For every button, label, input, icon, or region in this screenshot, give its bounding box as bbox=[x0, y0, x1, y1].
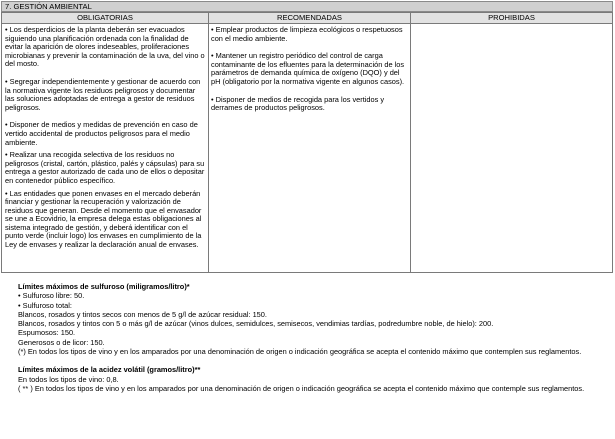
obligatoria-item: • Segregar independientemente y gestionar de acuerdo con la normativa vigente los residuos peligrosos y documentar las soluciones adoptadas de entrega a gestor de residuos peligrosos. bbox=[5, 76, 201, 112]
sulfuroso-line: • Sulfuroso libre: 50. bbox=[18, 291, 85, 301]
obligatoria-item: • Los desperdicios de la planta deberán ser evacuados siguiendo una planificación ordenada con la finalidad de evitar la aparición de olores indeseables, proliferaciones microbianas y prevenir la contaminación de la uva, del vino o del mosto. bbox=[5, 25, 205, 69]
section-title: 7. GESTIÓN AMBIENTAL bbox=[1, 1, 613, 12]
recomendada-item: • Disponer de medios de recogida para los vertidos y derrames de productos peligrosos. bbox=[211, 94, 385, 113]
column-header-prohibidas: PROHIBIDAS bbox=[411, 13, 612, 24]
recomendadas-cell bbox=[211, 26, 409, 122]
obligatoria-item: • Las entidades que ponen envases en el mercado deberán financiar y gestionar la recuperación y valorización de residuos que generan. Desde el momento que el envasador se une a Ecovidrio, la empresa delega estas obligaciones al sistema integrado de gestión, y deberá identificar con el punto verde (incluir logo) los envases en cumplimiento de la Ley de envases y realizar la declaración anual de envases. bbox=[5, 188, 202, 250]
obligatorias-cell bbox=[5, 26, 206, 259]
recomendada-item: • Mantener un registro periódico del control de carga contaminante de los efluentes para la determinación de los parámetros de demanda química de oxígeno (DQO) y del pH (obligatorio por la normativa vigente en algunos casos). bbox=[211, 51, 405, 86]
sulfuroso-heading: Límites máximos de sulfuroso (miligramos/litro)* bbox=[18, 282, 190, 291]
obligatoria-item: • Realizar una recogida selectiva de los residuos no peligrosos (cristal, cartón, plástico, palés y cápsulas) para su entrega a gestor autorizado de cada uno de ellos o depositar en contenedor público específico. bbox=[5, 150, 205, 185]
column-divider bbox=[410, 13, 411, 272]
recomendada-item: • Emplear productos de limpieza ecológicos o respetuosos con el medio ambiente. bbox=[211, 25, 403, 43]
limits-section bbox=[18, 282, 612, 393]
sulfuroso-line: Espumosos: 150. bbox=[18, 328, 76, 338]
obligatoria-item: • Disponer de medios y medidas de prevención en caso de vertido accidental de productos peligrosos para el medio ambiente. bbox=[5, 120, 198, 147]
sulfuroso-footnote: (*) En todos los tipos de vino y en los amparados por una denominación de origen o indicación geográfica se acepta el contenido máximo que contemplen sus reglamentos. bbox=[18, 347, 582, 357]
sulfuroso-line: Blancos, rosados y tintos secos con menos de 5 g/l de azúcar residual: 150. bbox=[18, 309, 267, 319]
sulfuroso-line: Blancos, rosados y tintos con 5 o más g/l de azúcar (vinos dulces, semidulces, semisecos, vendimias tardías, podredumbre noble, de hielo): 200. bbox=[18, 319, 494, 329]
acidez-heading: Límites máximos de la acidez volátil (gramos/litro)** bbox=[18, 365, 201, 375]
column-header-obligatorias: OBLIGATORIAS bbox=[2, 13, 208, 24]
sulfuroso-line: Generosos o de licor: 150. bbox=[18, 337, 105, 347]
column-divider bbox=[208, 13, 209, 272]
sulfuroso-line: • Sulfuroso total: bbox=[18, 300, 72, 310]
column-header-recomendadas: RECOMENDADAS bbox=[209, 13, 410, 24]
acidez-footnote: ( ** ) En todos los tipos de vino y en los amparados por una denominación de origen o indicación geográfica se acepta el contenido máximo que contemple sus reglamentos. bbox=[18, 383, 585, 393]
acidez-line: En todos los tipos de vino: 0,8. bbox=[18, 374, 119, 384]
environmental-management-table bbox=[1, 12, 613, 273]
